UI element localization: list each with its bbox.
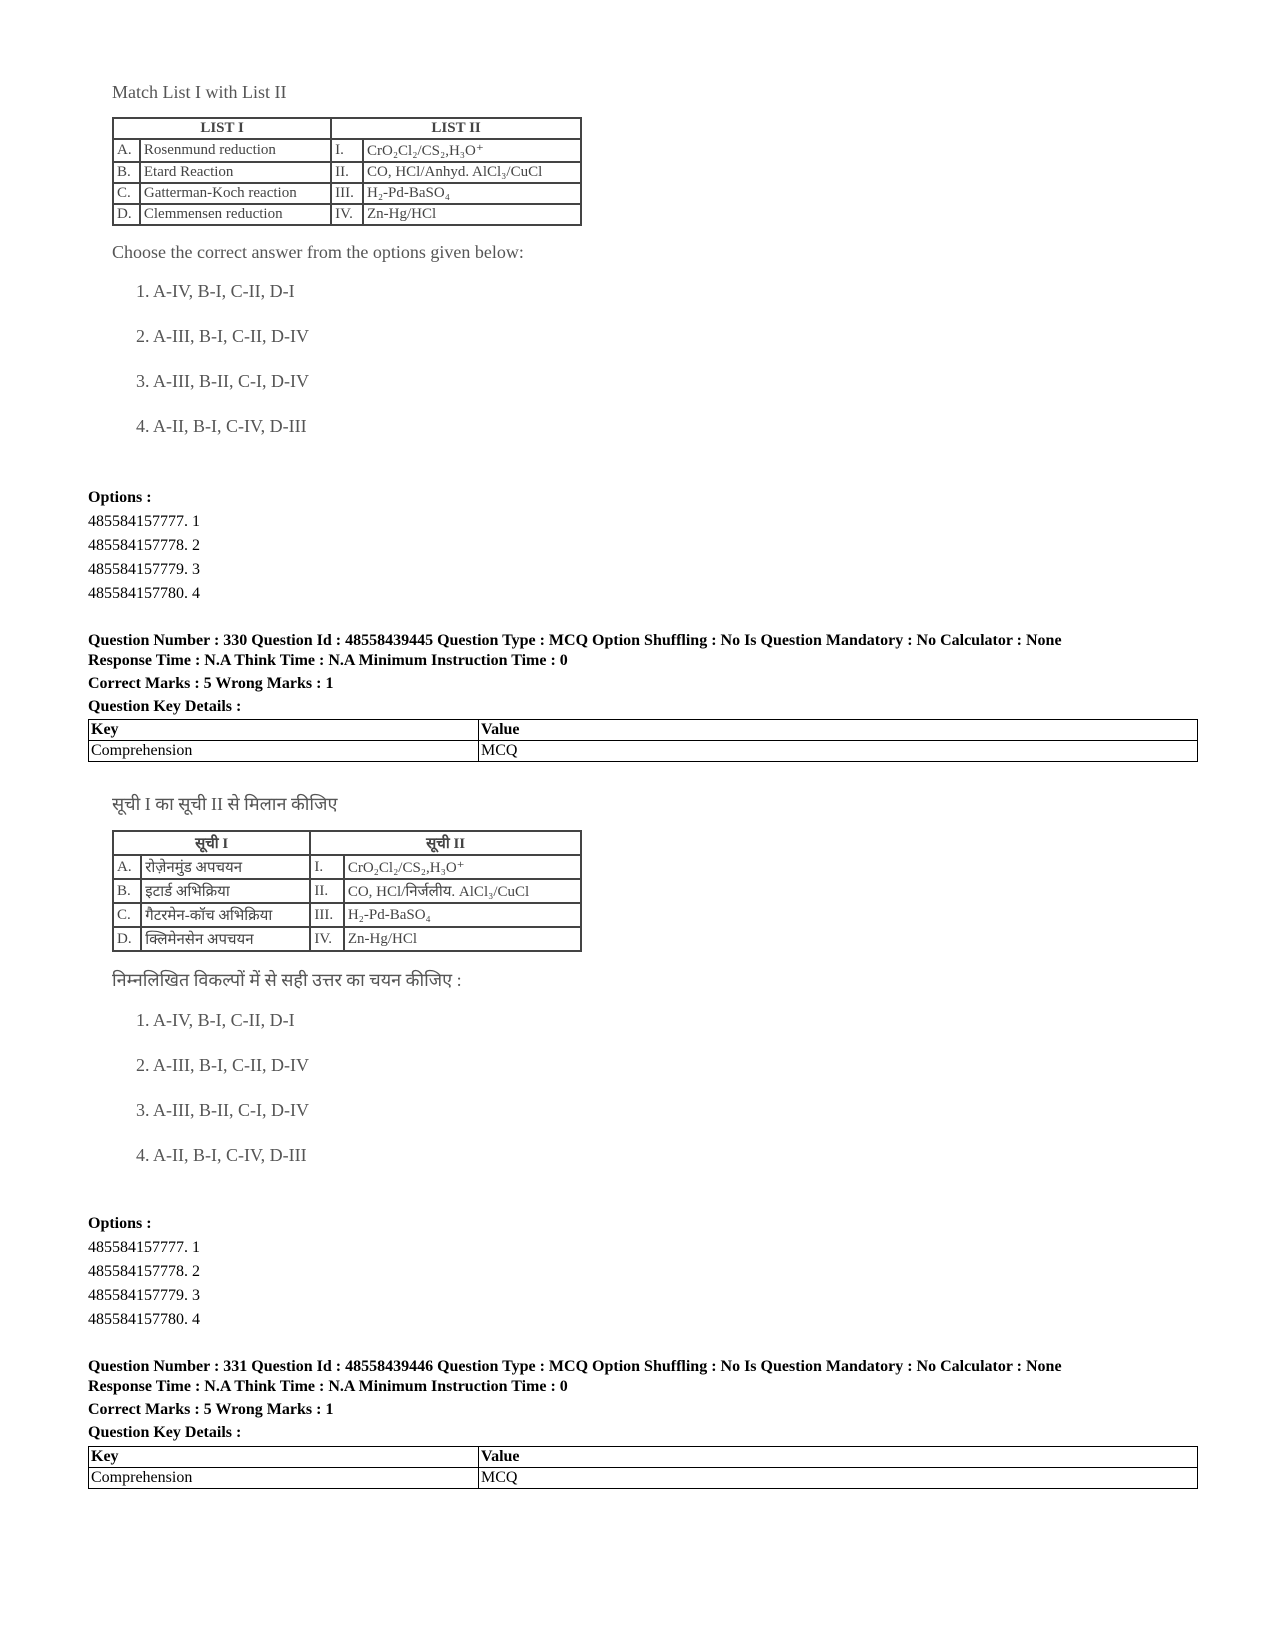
list-one-item: गैटरमेन-कॉच अभिक्रिया: [141, 903, 310, 927]
list-two-header: LIST II: [331, 118, 581, 139]
list-one-item: Clemmensen reduction: [140, 204, 331, 225]
answer-choice: 4. A-II, B-I, C-IV, D-III: [136, 1145, 307, 1165]
option-item: 485584157779. 3: [88, 561, 200, 578]
question-header-line: Question Number : 331 Question Id : 48558439446 Question Type : MCQ Option Shuffling : No Is Question Mandatory : No Calculator : None: [88, 1358, 1062, 1375]
marks-line: Correct Marks : 5 Wrong Marks : 1: [88, 1401, 334, 1418]
row-numeral: I.: [331, 139, 363, 162]
table-row: [113, 903, 581, 927]
list-two-item: H₂-Pd-BaSO₄: [344, 903, 581, 927]
table-row: [89, 741, 1198, 762]
question-image-english: [112, 82, 672, 449]
row-numeral: I.: [310, 855, 343, 879]
question-prompt: Match List I with List II: [112, 82, 287, 102]
list-two-item: CO, HCl/निर्जलीय. AlCl₃/CuCl: [344, 879, 581, 903]
question-meta-331: [88, 1357, 1198, 1443]
answer-choice: 3. A-III, B-II, C-I, D-IV: [136, 1100, 309, 1120]
match-table-header: [113, 831, 581, 855]
list-one-item: रोज़ेनमुंड अपचयन: [141, 855, 310, 879]
question-image-hindi: [112, 792, 672, 1178]
row-numeral: II.: [310, 879, 343, 903]
option-item: 485584157778. 2: [88, 537, 200, 554]
table-row: [113, 879, 581, 903]
key-details-label: Question Key Details :: [88, 698, 242, 715]
list-two-item: CrO₂Cl₂/CS₂,H₃O⁺: [344, 855, 581, 879]
key-details-table: [88, 719, 1198, 762]
row-letter: D.: [113, 204, 140, 225]
options-block: [88, 486, 200, 606]
list-one-item: क्लिमेनसेन अपचयन: [141, 927, 310, 951]
list-one-header: LIST I: [113, 118, 331, 139]
choose-instruction: निम्नलिखित विकल्पों में से सही उत्तर का चयन कीजिए :: [112, 970, 462, 990]
options-label: Options :: [88, 489, 152, 506]
answer-choice: 1. A-IV, B-I, C-II, D-I: [136, 281, 295, 301]
list-one-item: Gatterman-Koch reaction: [140, 183, 331, 204]
value-column-header: Value: [479, 1447, 1198, 1468]
table-row: [113, 139, 581, 162]
key-column-header: Key: [89, 1447, 479, 1468]
list-one-header: सूची I: [113, 831, 310, 855]
list-one-item: Etard Reaction: [140, 162, 331, 183]
table-row: [113, 183, 581, 204]
question-meta-330: [88, 631, 1198, 717]
answer-choice: 3. A-III, B-II, C-I, D-IV: [136, 371, 309, 391]
row-letter: B.: [113, 879, 141, 903]
row-letter: D.: [113, 927, 141, 951]
table-row: [89, 1447, 1198, 1468]
answer-choice: 1. A-IV, B-I, C-II, D-I: [136, 1010, 295, 1030]
row-numeral: II.: [331, 162, 363, 183]
choose-instruction: Choose the correct answer from the options given below:: [112, 242, 524, 262]
table-row: [113, 927, 581, 951]
option-item: 485584157777. 1: [88, 1239, 200, 1256]
table-row: [113, 204, 581, 225]
list-one-item: Rosenmund reduction: [140, 139, 331, 162]
question-timing-line: Response Time : N.A Think Time : N.A Minimum Instruction Time : 0: [88, 1378, 568, 1395]
answer-choice: 2. A-III, B-I, C-II, D-IV: [136, 1055, 309, 1075]
options-block: [88, 1212, 200, 1332]
row-letter: A.: [113, 139, 140, 162]
row-numeral: III.: [310, 903, 343, 927]
value-column-header: Value: [479, 720, 1198, 741]
match-table-header: [113, 118, 581, 139]
value-cell: MCQ: [479, 741, 1198, 762]
table-row: [113, 855, 581, 879]
option-item: 485584157779. 3: [88, 1287, 200, 1304]
option-item: 485584157777. 1: [88, 513, 200, 530]
row-letter: A.: [113, 855, 141, 879]
table-row: [89, 720, 1198, 741]
table-row: [89, 1468, 1198, 1489]
list-two-item: CO, HCl/Anhyd. AlCl₃/CuCl: [363, 162, 581, 183]
option-item: 485584157780. 4: [88, 1311, 200, 1328]
key-details-table: [88, 1446, 1198, 1489]
question-prompt: सूची I का सूची II से मिलान कीजिए: [112, 794, 338, 814]
question-header-line: Question Number : 330 Question Id : 48558439445 Question Type : MCQ Option Shuffling : No Is Question Mandatory : No Calculator : None: [88, 632, 1062, 649]
match-table: [112, 117, 582, 226]
row-numeral: IV.: [331, 204, 363, 225]
option-item: 485584157780. 4: [88, 585, 200, 602]
list-two-item: Zn-Hg/HCl: [363, 204, 581, 225]
list-two-header: सूची II: [310, 831, 581, 855]
list-two-item: CrO₂Cl₂/CS₂,H₃O⁺: [363, 139, 581, 162]
row-letter: C.: [113, 903, 141, 927]
row-letter: C.: [113, 183, 140, 204]
key-column-header: Key: [89, 720, 479, 741]
question-timing-line: Response Time : N.A Think Time : N.A Minimum Instruction Time : 0: [88, 652, 568, 669]
key-cell: Comprehension: [89, 1468, 479, 1489]
row-numeral: IV.: [310, 927, 343, 951]
match-table: [112, 830, 582, 952]
key-details-label: Question Key Details :: [88, 1424, 242, 1441]
marks-line: Correct Marks : 5 Wrong Marks : 1: [88, 675, 334, 692]
row-numeral: III.: [331, 183, 363, 204]
value-cell: MCQ: [479, 1468, 1198, 1489]
list-one-item: इटार्ड अभिक्रिया: [141, 879, 310, 903]
options-label: Options :: [88, 1215, 152, 1232]
key-cell: Comprehension: [89, 741, 479, 762]
row-letter: B.: [113, 162, 140, 183]
table-row: [113, 162, 581, 183]
list-two-item: Zn-Hg/HCl: [344, 927, 581, 951]
answer-choice: 2. A-III, B-I, C-II, D-IV: [136, 326, 309, 346]
list-two-item: H₂-Pd-BaSO₄: [363, 183, 581, 204]
option-item: 485584157778. 2: [88, 1263, 200, 1280]
answer-choice: 4. A-II, B-I, C-IV, D-III: [136, 416, 307, 436]
